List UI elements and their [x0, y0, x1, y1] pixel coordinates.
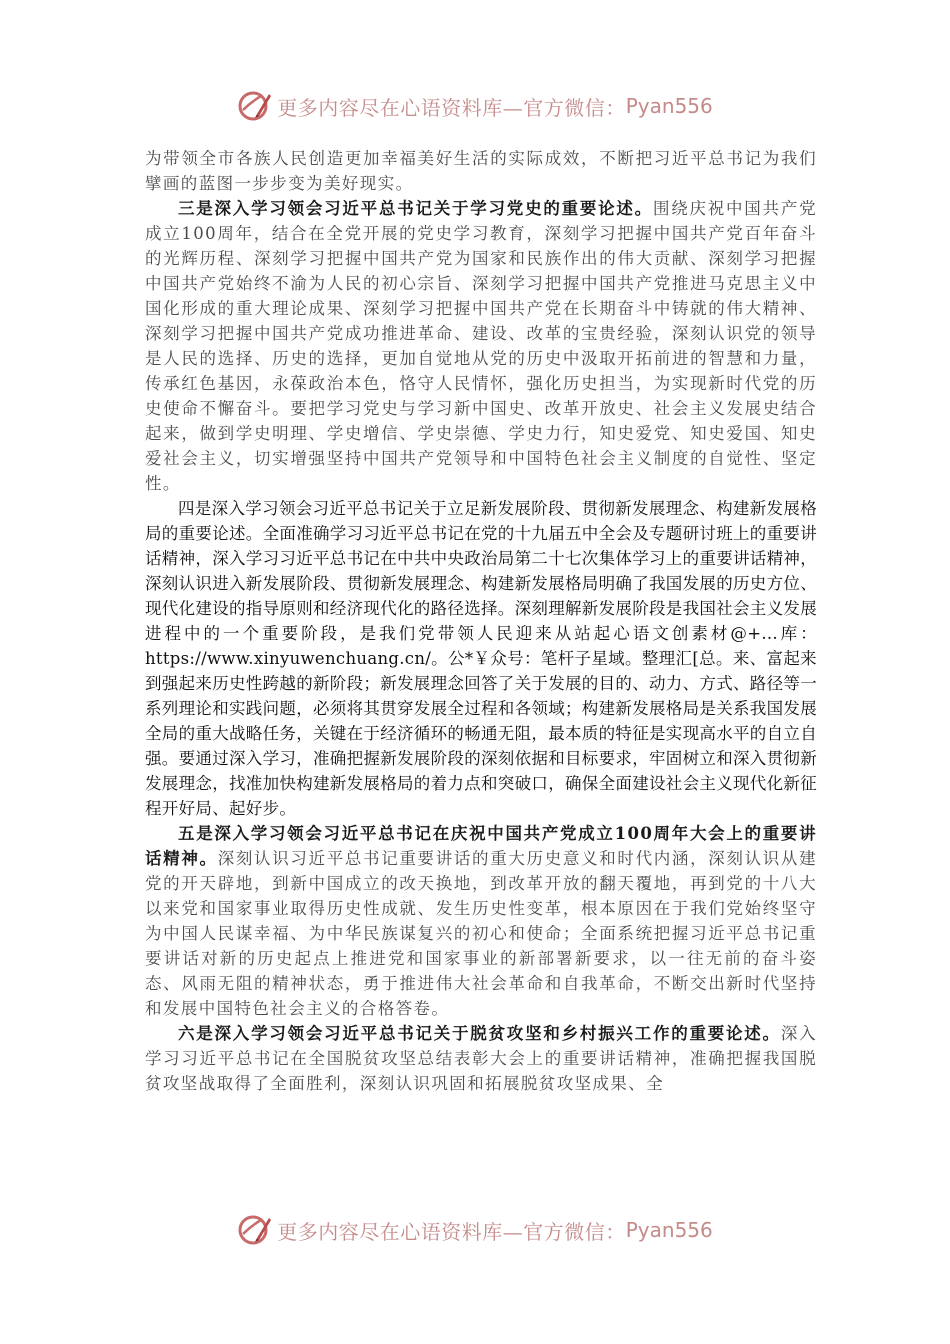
banner-text: 更多内容尽在心语资料库—官方微信：: [277, 95, 626, 120]
pen-logo-icon: [237, 88, 273, 124]
paragraph-1-body: 为带领全市各族人民创造更加幸福美好生活的实际成效，不断把习近平总书记为我们擘画的蓝图一步步变为美好现实。: [145, 149, 817, 193]
paragraph-4-body: 深刻认识习近平总书记重要讲话的重大历史意义和时代内涵，深刻认识从建党的开天辟地，到新中国成立的改天换地，到改革开放的翻天覆地，再到党的十八大以来党和国家事业取得历史性成就、发生历史性变革，根本原因在于我们党始终坚守为中国人民谋幸福、为中华民族谋复兴的初心和使命；全面系统把握习近平总书记重要讲话对新的历史起点上推进党和国家事业的新部署新要求，以一往无前的奋斗姿态、风雨无阻的精神状态，勇于推进伟大社会革命和自我革命，不断交出新时代坚持和发展中国特色社会主义的合格答卷。: [145, 849, 817, 1018]
banner-text: 更多内容尽在心语资料库—官方微信：: [277, 1219, 626, 1244]
banner-wechat-id: Pyan556: [625, 1218, 713, 1242]
paragraph-5-lead: 六是深入学习领会习近平总书记关于脱贫攻坚和乡村振兴工作的重要论述。: [178, 1024, 781, 1043]
paragraph-3: [145, 496, 817, 821]
paragraph-5: [145, 1021, 817, 1096]
paragraph-2-lead: 三是深入学习领会习近平总书记关于学习党史的重要论述。: [178, 199, 653, 218]
paragraph-4-lead: 五是深入学习领会习近平总书记在庆祝中国共产党成立100周年大会上的重要讲话精神。: [145, 824, 817, 868]
paragraph-1: [145, 146, 817, 196]
footer-banner: [0, 1210, 950, 1250]
paragraph-4: [145, 821, 817, 1021]
paragraph-5-body: 深入学习习近平总书记在全国脱贫攻坚总结表彰大会上的重要讲话精神，准确把握我国脱贫攻坚战取得了全面胜利，深刻认识巩固和拓展脱贫攻坚成果、全: [145, 1024, 817, 1093]
banner-wechat-id: Pyan556: [625, 94, 713, 118]
pen-logo-icon: [237, 1212, 273, 1248]
paragraph-2: [145, 196, 817, 496]
header-banner: [0, 86, 950, 126]
paragraph-2-body: 围绕庆祝中国共产党成立100周年，结合在全党开展的党史学习教育，深刻学习把握中国共产党百年奋斗的光辉历程、深刻学习把握中国共产党为国家和民族作出的伟大贡献、深刻学习把握中国共产党始终不渝为人民的初心宗旨、深刻学习把握中国共产党推进马克思主义中国化形成的重大理论成果、深刻学习把握中国共产党在长期奋斗中铸就的伟大精神、深刻学习把握中国共产党成功推进革命、建设、改革的宝贵经验，深刻认识党的领导是人民的选择、历史的选择，更加自觉地从党的历史中汲取开拓前进的智慧和力量，传承红色基因，永葆政治本色，恪守人民情怀，强化历史担当，为实现新时代党的历史使命不懈奋斗。要把学习党史与学习新中国史、改革开放史、社会主义发展史结合起来，做到学史明理、学史增信、学史崇德、学史力行，知史爱党、知史爱国、知史爱社会主义，切实增强坚持中国共产党领导和中国特色社会主义制度的自觉性、坚定性。: [145, 199, 817, 493]
paragraph-3-body: 四是深入学习领会习近平总书记关于立足新发展阶段、贯彻新发展理念、构建新发展格局的重要论述。全面准确学习习近平总书记在党的十九届五中全会及专题研讨班上的重要讲话精神，深入学习习近平总书记在中共中央政治局第二十七次集体学习上的重要讲话精神，深刻认识进入新发展阶段、贯彻新发展理念、构建新发展格局明确了我国发展的历史方位、现代化建设的指导原则和经济现代化的路径选择。深刻理解新发展阶段是我国社会主义发展进程中的一个重要阶段，是我们党带领人民迎来从站起心语文创素材@+...库：https://www.xinyuwenchuang.cn/。公*￥众号：笔杆子星域。整理汇[总。来、富起来到强起来历史性跨越的新阶段；新发展理念回答了关于发展的目的、动力、方式、路径等一系列理论和实践问题，必须将其贯穿发展全过程和各领域；构建新发展格局是关系我国发展全局的重大战略任务，关键在于经济循环的畅通无阻，最本质的特征是实现高水平的自立自强。要通过深入学习，准确把握新发展阶段的深刻依据和目标要求，牢固树立和深入贯彻新发展理念，找准加快构建新发展格局的着力点和突破口，确保全面建设社会主义现代化新征程开好局、起好步。: [145, 499, 817, 818]
document-body: [145, 146, 817, 1096]
